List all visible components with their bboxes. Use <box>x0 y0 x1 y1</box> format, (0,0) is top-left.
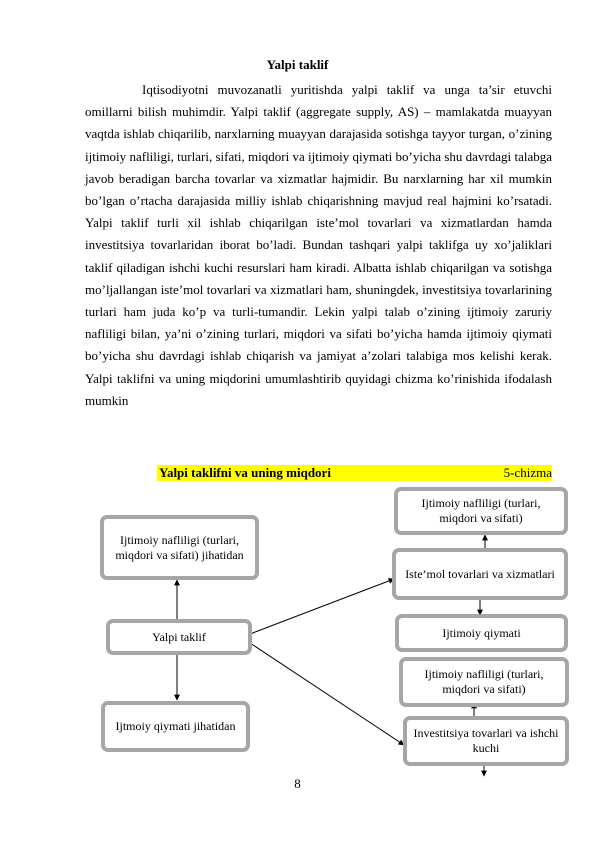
box-social-utility-bottom-right: Ijtimoiy nafliligi (turlari, miqdori va sifati) <box>399 657 569 707</box>
box-social-value: Ijtimoiy qiymati <box>395 614 568 652</box>
box-value-left: Ijtmoiy qiymati jihatidan <box>101 701 250 752</box>
box-consumer-goods: Iste’mol tovarlari va xizmatlari <box>392 548 568 600</box>
arrow-center-to-investment-goods <box>250 643 404 745</box>
chart-title: Yalpi taklifni va uning miqdori <box>159 465 331 480</box>
box-social-utility-left: Ijtimoiy nafliligi (turlari, miqdori va sifati) jihatidan <box>100 515 259 580</box>
box-investment-goods: Investitsiya tovarlari va ishchi kuchi <box>403 716 569 766</box>
box-social-utility-top-right: Ijtimoiy nafliligi (turlari, miqdori va sifati) <box>394 487 568 535</box>
paragraph-text: Iqtisodiyotni muvozanatli yuritishda yalpi taklif va unga ta’sir etuvchi omillarni bilish muhimdir. Yalpi taklif (aggregate supply, AS) – mamlakatda muayyan vaqtda ishlab chiqarilib, narxlarning muayyan darajasida sotishga tayyor turgan, o’zining ijtimoiy nafliligi, turlari, sifati, miqdori va ijtimoiy qiymati bo’yicha shu davrdagi talabga javob beradigan barcha tovarlar va xizmatlar hajmidir. Bu narxlarning har xil mumkin bo’lgan o’rtacha darajasida milliy ishlab chiqarishning mavjud real hajmini ko’rsatadi. Yalpi taklif turli xil ishlab chiqarilgan iste’mol tovarlari va xizmatlardan hamda investitsiya tovarlaridan iborat bo’ladi. Bundan tashqari yalpi taklifga uy xo’jaliklari taklif qiladigan ishchi kuchi resurslari ham kiradi. Albatta ishlab chiqarilgan va sotishga mo’ljallangan iste’mol tovarlari va xizmatlari ham, shuningdek, investitsiya tovarlarining turlari ham juda ko’p va turli-tumandir. Lekin yalpi talab o’zining ijtimoiy zaruriy nafliligi bilan, ya’ni o’zining turlari, miqdori va sifati bo’yicha hamda ijtimoiy qiymati bo’yicha shu davrdagi ishlab chiqarish va jamiyat a’zolari talabiga mos kelishi kerak. Yalpi taklifni va uning miqdorini umumlashtirib quyidagi chizma ko’rinishida ifodalash mumkin <box>85 82 552 408</box>
page-number: 8 <box>294 776 301 791</box>
arrow-center-to-consumer-goods <box>250 579 394 634</box>
box-aggregate-supply: Yalpi taklif <box>106 619 252 655</box>
section-title: Yalpi taklif <box>266 57 329 72</box>
chart-number: 5-chizma <box>503 465 552 480</box>
